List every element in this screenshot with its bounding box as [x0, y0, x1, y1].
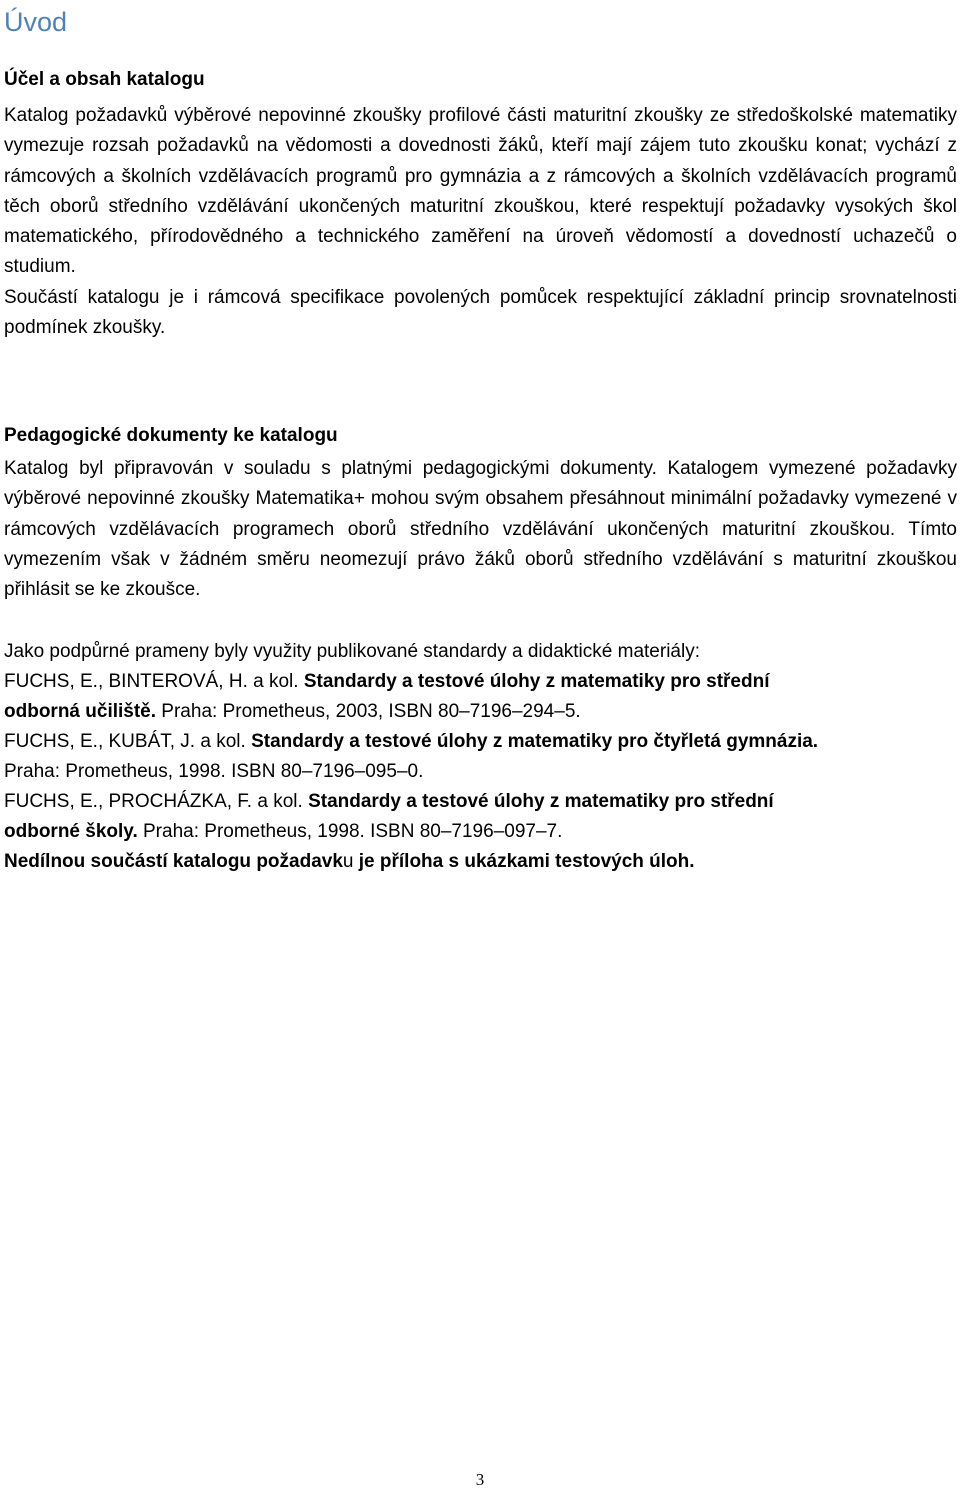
section-title-purpose: Účel a obsah katalogu: [4, 69, 205, 90]
closing-note: [4, 847, 957, 877]
sources-intro: Jako podpůrné prameny byly využity publikované standardy a didaktické materiály:: [4, 641, 700, 662]
reference-publisher: Praha: Prometheus, 2003, ISBN 80–7196–294–5.: [156, 701, 581, 722]
reference-3-line-2: [4, 817, 957, 847]
reference-title: Standardy a testové úlohy z matematiky pro střední: [308, 791, 774, 812]
reference-2-line-2: [4, 757, 957, 787]
reference-title: odborné školy.: [4, 821, 138, 842]
reference-authors: FUCHS, E., BINTEROVÁ, H. a kol.: [4, 671, 304, 692]
reference-title: odborná učiliště.: [4, 701, 157, 722]
page-title: Úvod: [4, 7, 68, 37]
reference-2-line-1: [4, 727, 957, 757]
reference-title: Standardy a testové úlohy z matematiky pro střední: [303, 671, 770, 692]
paragraph-documents: Katalog byl připravován v souladu s platnými pedagogickými dokumenty. Katalogem vymezené požadavky výběrové nepovinné zkoušky Matematika+ mohou svým obsahem přesáhnout minimální požadavky vymezené v rámcových vzdělávacích programech oborů středního vzdělávání ukončených maturitní zkouškou. Tímto vymezením však v žádném směru neomezují právo žáků oborů středního vzdělávání s maturitní zkouškou přihlásit se ke zkoušce.: [4, 458, 957, 601]
reference-1-line-2: [4, 697, 957, 727]
page-number: 3: [475, 1470, 485, 1489]
paragraph-tools: Součástí katalogu je i rámcová specifikace povolených pomůcek respektující základní princip srovnatelnosti podmínek zkoušky.: [4, 287, 957, 339]
closing-note-part: u: [342, 851, 354, 872]
closing-note-part: je příloha s ukázkami testových úloh.: [353, 851, 695, 872]
paragraph-purpose: Katalog požadavků výběrové nepovinné zkoušky profilové části maturitní zkoušky ze středoškolské matematiky vymezuje rozsah požadavků na vědomosti a dovednosti žáků, kteří mají zájem tuto zkoušku konat; vychází z rámcových a školních vzdělávacích programů pro gymnázia a z rámcových a školních vzdělávacích programů těch oborů středního vzdělávání ukončených maturitní zkouškou, které respektují požadavky vysokých škol matematického, přírodovědného a technického zaměření na úroveň vědomostí a dovedností uchazečů o studium.: [4, 105, 957, 278]
reference-1-line-1: [4, 667, 957, 697]
reference-title: Standardy a testové úlohy z matematiky pro čtyřletá gymnázia.: [251, 731, 819, 752]
reference-3-line-1: [4, 787, 957, 817]
reference-publisher: Praha: Prometheus, 1998. ISBN 80–7196–095–0.: [4, 761, 424, 782]
closing-note-part: Nedílnou součástí katalogu požadavk: [4, 851, 343, 872]
reference-authors: FUCHS, E., PROCHÁZKA, F. a kol.: [4, 791, 309, 812]
reference-publisher: Praha: Prometheus, 1998. ISBN 80–7196–097–7.: [137, 821, 563, 842]
section-title-documents: Pedagogické dokumenty ke katalogu: [4, 425, 338, 446]
reference-authors: FUCHS, E., KUBÁT, J. a kol.: [4, 731, 252, 752]
